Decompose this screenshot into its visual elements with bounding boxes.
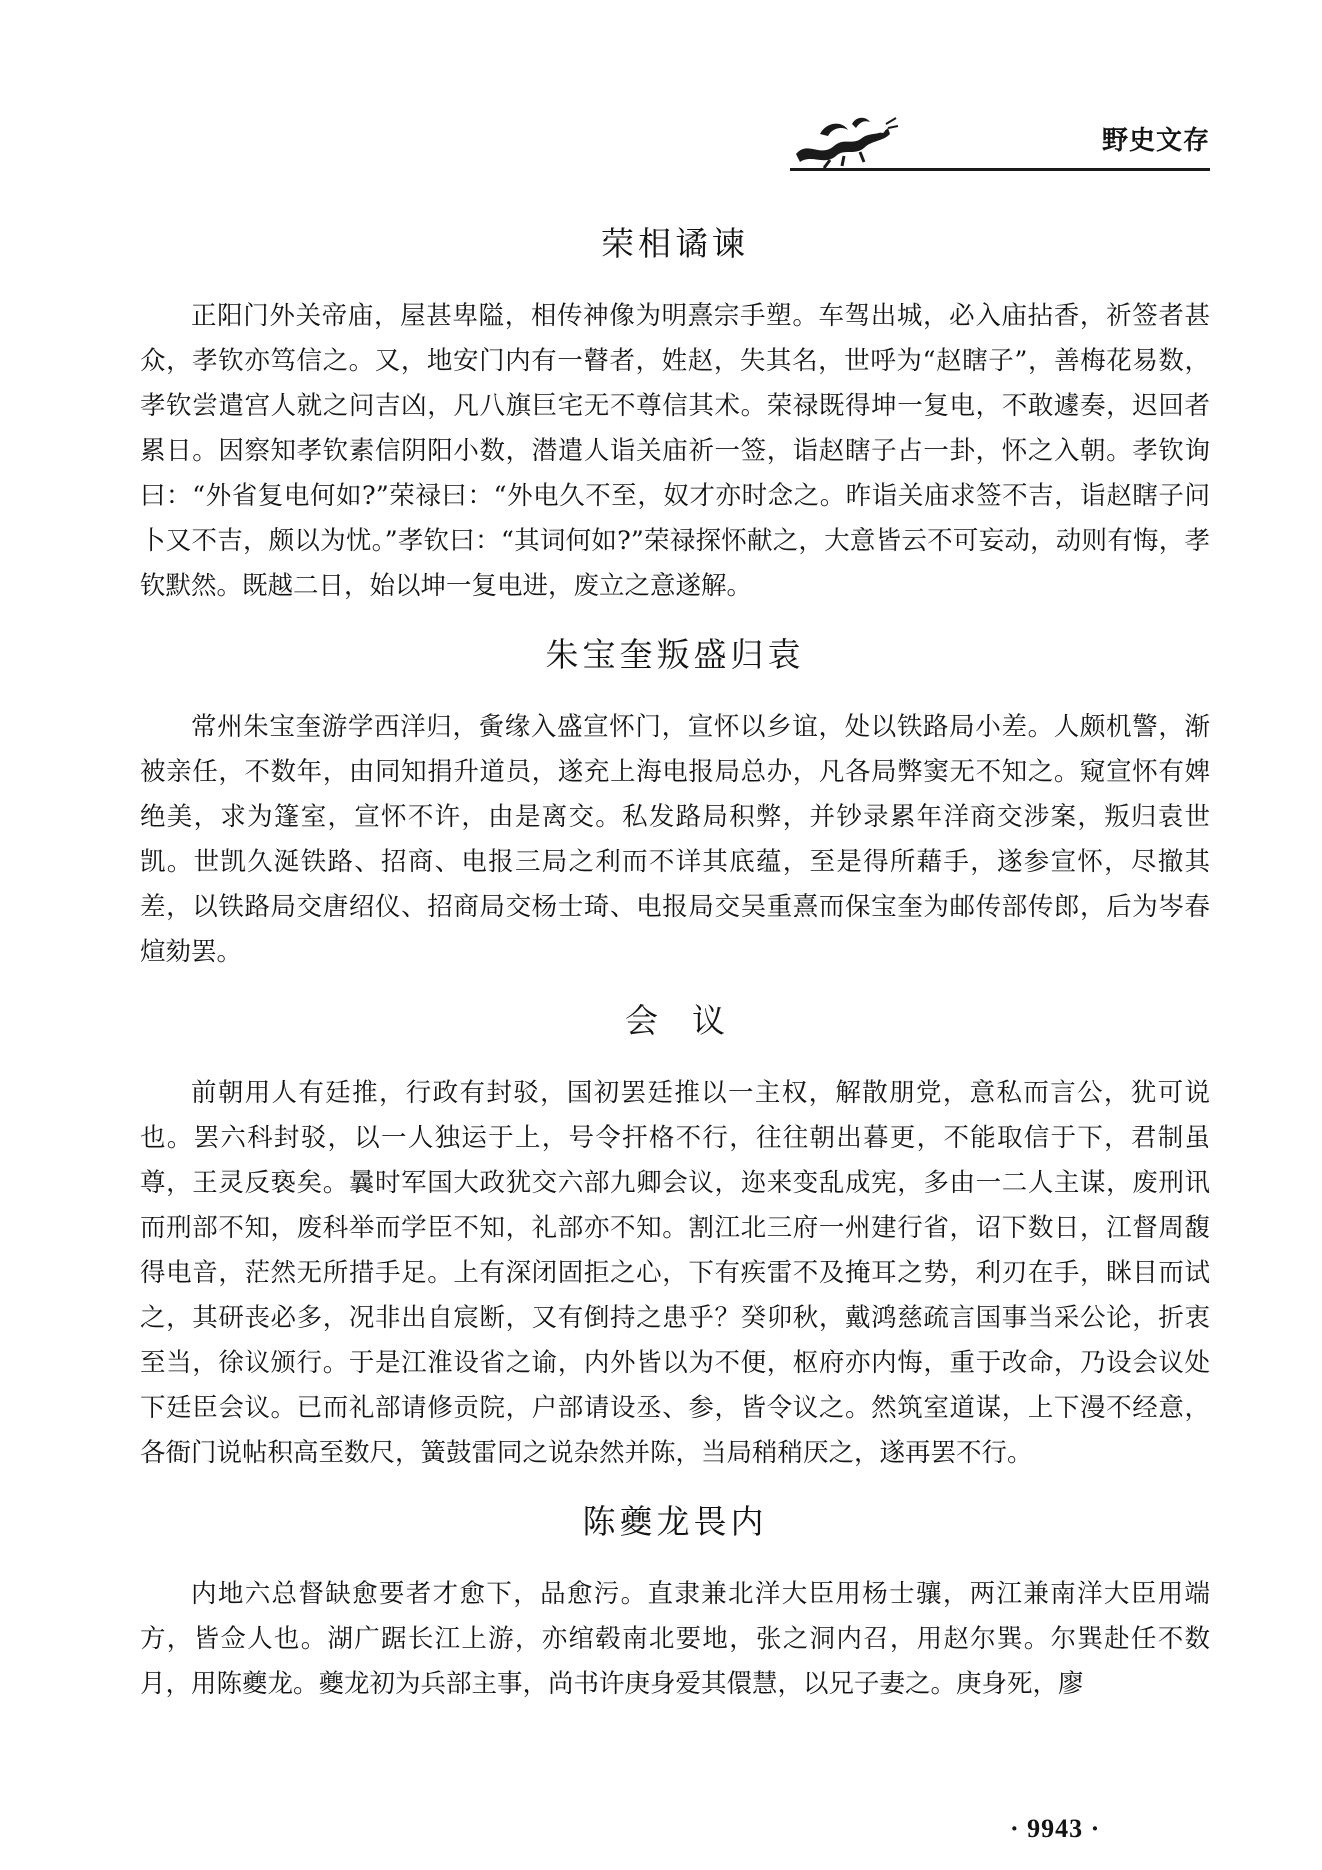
- page-number: · 9943 ·: [1010, 1814, 1101, 1843]
- running-header: [790, 100, 1210, 170]
- section-paragraph: 前朝用人有廷推，行政有封驳，国初罢廷推以一主权，解散朋党，意私而言公，犹可说也。罢六科封驳，以一人独运于上，号令扞格不行，往往朝出暮更，不能取信于下，君制虽尊，王灵反亵矣。曩时军国大政犹交六部九卿会议，迩来变乱成宪，多由一二人主谋，废刑讯而刑部不知，废科举而学臣不知，礼部亦不知。割江北三府一州建行省，诏下数日，江督周馥得电音，茫然无所措手足。上有深闭固拒之心，下有疾雷不及掩耳之势，利刃在手，眯目而试之，其研丧必多，况非出自宸断，又有倒持之患乎？癸卯秋，戴鸿慈疏言国事当采公论，折衷至当，徐议颁行。于是江淮设省之谕，内外皆以为不便，枢府亦内悔，重于改命，乃设会议处下廷臣会议。已而礼部请修贡院，户部请设丞、参，皆令议之。然筑室道谋，上下漫不经意，各衙门说帖积高至数尺，簧鼓雷同之说杂然并陈，当局稍稍厌之，遂再罢不行。: [140, 1078, 1210, 1468]
- section-paragraph: 常州朱宝奎游学西洋归，夤缘入盛宣怀门，宣怀以乡谊，处以铁路局小差。人颇机警，渐被亲任，不数年，由同知捐升道员，遂充上海电报局总办，凡各局弊窦无不知之。窥宣怀有婢绝美，求为篷室，宣怀不许，由是离交。私发路局积弊，并钞录累年洋商交涉案，叛归袁世凯。世凯久涎铁路、招商、电报三局之利而不详其底蕴，至是得所藉手，遂参宣怀，尽撤其差，以铁路局交唐绍仪、招商局交杨士琦、电报局交吴重熹而保宝奎为邮传部传郎，后为岑春煊劾罢。: [140, 712, 1210, 967]
- section-paragraph: 正阳门外关帝庙，屋甚卑隘，相传神像为明熹宗手塑。车驾出城，必入庙拈香，祈签者甚众，孝钦亦笃信之。又，地安门内有一瞽者，姓赵，失其名，世呼为“赵瞎子”，善梅花易数，孝钦尝遣宫人就之问吉凶，凡八旗巨宅无不尊信其术。荣禄既得坤一复电，不敢遽奏，迟回者累日。因察知孝钦素信阴阳小数，潜遣人诣关庙祈一签，诣赵瞎子占一卦，怀之入朝。孝钦询曰：“外省复电何如?”荣禄曰：“外电久不至，奴才亦时念之。昨诣关庙求签不吉，诣赵瞎子问卜又不吉，颇以为忧。”孝钦曰：“其词何如?”荣禄探怀献之，大意皆云不可妄动，动则有悔，孝钦默然。既越二日，始以坤一复电进，废立之意遂解。: [140, 301, 1210, 601]
- section-title: 荣相谲谏: [601, 224, 749, 263]
- section-zhu-baokui: [140, 631, 1210, 975]
- section-title: 朱宝奎叛盛归袁: [545, 635, 805, 674]
- dragon-icon: [790, 110, 900, 170]
- section-rong-xiang: [140, 220, 1210, 609]
- section-paragraph: 内地六总督缺愈要者才愈下，品愈污。直隶兼北洋大臣用杨士骧，两江兼南洋大臣用端方，皆佥人也。湖广踞长江上游，亦绾毂南北要地，张之洞内召，用赵尔巽。尔巽赴任不数月，用陈夔龙。夔龙初为兵部主事，尚书许庚身爱其儇慧，以兄子妻之。庚身死，廖: [140, 1579, 1210, 1699]
- section-title: 会议: [625, 1001, 759, 1040]
- section-huiyi: [140, 997, 1210, 1476]
- section-title: 陈夔龙畏内: [582, 1502, 768, 1541]
- header-rule: [790, 168, 1210, 171]
- series-title: 野史文存: [1101, 126, 1210, 156]
- section-chen-kuilong: [140, 1498, 1210, 1707]
- page-body: [140, 200, 1210, 1729]
